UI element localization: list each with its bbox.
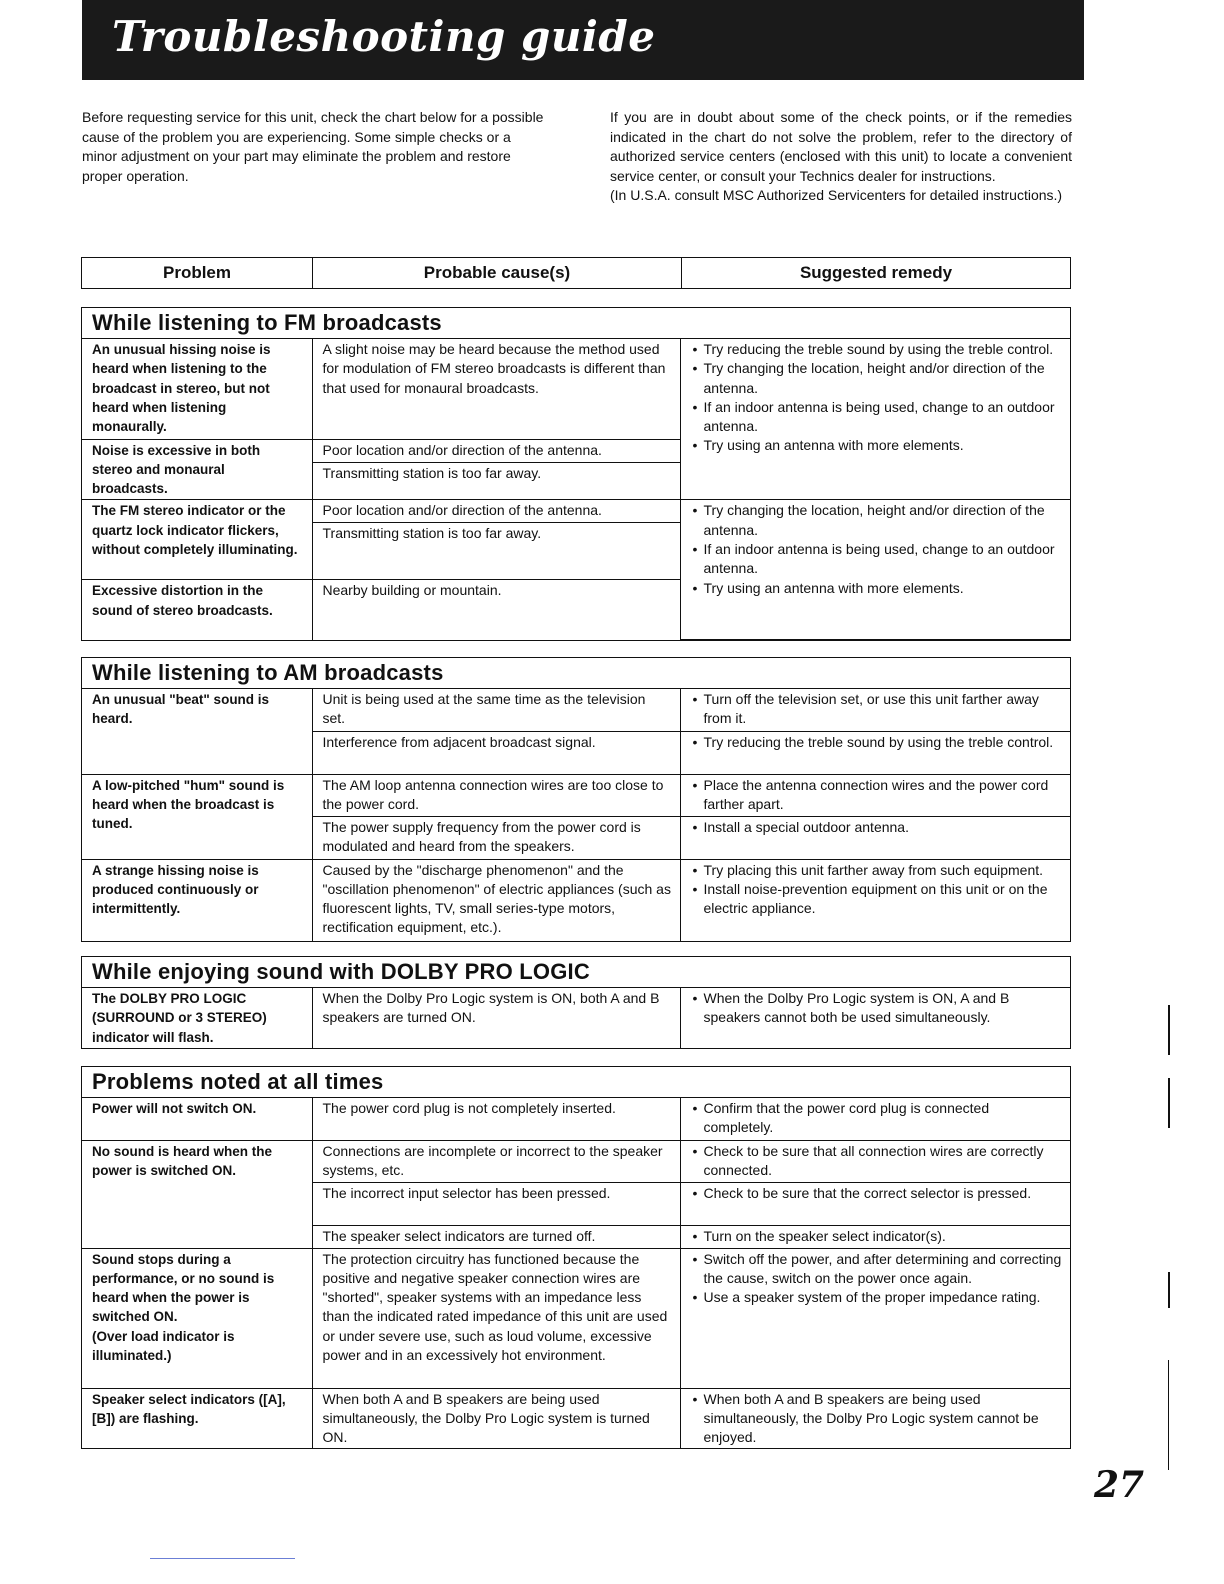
remedy-cell xyxy=(680,500,1070,640)
column-header-row xyxy=(81,257,1071,289)
problem-cell: An unusual hissing noise is heard when listening to the broadcast in stereo, but not heard when listening monaurally. xyxy=(82,339,312,439)
remedy-item: • If an indoor antenna is being used, change to an outdoor antenna. xyxy=(691,540,1063,579)
remedy-list xyxy=(691,1142,1063,1181)
remedy-item: • Switch off the power, and after determining and correcting the cause, switch on the power once again. xyxy=(691,1250,1063,1289)
remedy-cell xyxy=(680,1140,1070,1182)
problem-cell: A low-pitched "hum" sound is heard when the broadcast is tuned. xyxy=(82,774,312,859)
bottom-rule xyxy=(150,1558,295,1559)
problem-text: Sound stops during a performance, or no sound is heard when the power is switched ON. xyxy=(92,1251,275,1325)
remedy-cell xyxy=(680,1225,1070,1248)
cause-cell: Transmitting station is too far away. xyxy=(312,523,680,580)
am-table xyxy=(82,689,1070,941)
table-row xyxy=(82,1388,1070,1448)
remedy-cell xyxy=(680,816,1070,859)
section-am xyxy=(81,657,1071,942)
remedy-item: • Try using an antenna with more elements. xyxy=(691,579,1063,598)
table-row xyxy=(82,1248,1070,1388)
remedy-list xyxy=(691,733,1063,752)
page-number: 27 xyxy=(1094,1464,1145,1506)
margin-mark xyxy=(1168,1272,1170,1308)
remedy-item: • Confirm that the power cord plug is connected completely. xyxy=(691,1099,1063,1138)
margin-mark xyxy=(1168,1360,1169,1470)
remedy-list xyxy=(691,1227,1063,1246)
problem-cell: Excessive distortion in the sound of stereo broadcasts. xyxy=(82,580,312,640)
remedy-cell xyxy=(680,774,1070,816)
intro-right-note: (In U.S.A. consult MSC Authorized Servicenters for detailed instructions.) xyxy=(610,187,1063,203)
cause-cell: When the Dolby Pro Logic system is ON, both A and B speakers are turned ON. xyxy=(312,988,680,1048)
header-cause: Probable cause(s) xyxy=(313,258,682,288)
table-row xyxy=(82,500,1070,523)
cause-cell: The incorrect input selector has been pressed. xyxy=(312,1182,680,1225)
section-always xyxy=(81,1066,1071,1449)
table-row xyxy=(82,774,1070,816)
remedy-cell xyxy=(680,731,1070,774)
remedy-item: • When the Dolby Pro Logic system is ON, A and B speakers cannot both be used simultaneously. xyxy=(691,989,1063,1028)
remedy-item: • Try changing the location, height and/or direction of the antenna. xyxy=(691,359,1063,398)
section-dolby xyxy=(81,956,1071,1049)
cause-cell: Connections are incomplete or incorrect to the speaker systems, etc. xyxy=(312,1140,680,1182)
remedy-list xyxy=(691,1184,1063,1203)
remedy-item: • Turn on the speaker select indicator(s). xyxy=(691,1227,1063,1246)
table-row xyxy=(82,689,1070,731)
cause-cell: Poor location and/or direction of the antenna. xyxy=(312,439,680,462)
cause-cell: When both A and B speakers are being used simultaneously, the Dolby Pro Logic system is turned ON. xyxy=(312,1388,680,1448)
fm-table xyxy=(82,339,1070,640)
cause-cell: Nearby building or mountain. xyxy=(312,580,680,640)
section-fm xyxy=(81,307,1071,641)
remedy-list xyxy=(691,501,1063,597)
margin-mark xyxy=(1168,1005,1170,1055)
problem-cell: Power will not switch ON. xyxy=(82,1098,312,1140)
remedy-list xyxy=(691,1250,1063,1308)
remedy-list xyxy=(691,818,1063,837)
cause-cell: Poor location and/or direction of the antenna. xyxy=(312,500,680,523)
always-table xyxy=(82,1098,1070,1448)
problem-cell: An unusual "beat" sound is heard. xyxy=(82,689,312,774)
cause-cell: Caused by the "discharge phenomenon" and the "oscillation phenomenon" of electric appliances (such as fluorescent lights, TV, small series-type motors, rectification equipment, etc.). xyxy=(312,859,680,941)
section-title-am: While listening to AM broadcasts xyxy=(82,658,1070,689)
remedy-list xyxy=(691,340,1063,456)
remedy-list xyxy=(691,1099,1063,1138)
remedy-item: • Install a special outdoor antenna. xyxy=(691,818,1063,837)
remedy-cell xyxy=(680,1098,1070,1140)
remedy-item: • Try reducing the treble sound by using the treble control. xyxy=(691,340,1063,359)
cause-cell: The power cord plug is not completely inserted. xyxy=(312,1098,680,1140)
problem-note: (Over load indicator is illuminated.) xyxy=(92,1328,235,1363)
remedy-item: • Install noise-prevention equipment on this unit or on the electric appliance. xyxy=(691,880,1063,919)
remedy-item: • When both A and B speakers are being used simultaneously, the Dolby Pro Logic system cannot be enjoyed. xyxy=(691,1390,1063,1448)
cause-cell: A slight noise may be heard because the method used for modulation of FM stereo broadcasts is different than that used for monaural broadcasts. xyxy=(312,339,680,439)
remedy-item: • If an indoor antenna is being used, change to an outdoor antenna. xyxy=(691,398,1063,437)
remedy-list xyxy=(691,1390,1063,1448)
remedy-list xyxy=(691,861,1063,919)
problem-cell: The DOLBY PRO LOGIC (SURROUND or 3 STEREO) indicator will flash. xyxy=(82,988,312,1048)
remedy-cell xyxy=(680,339,1070,500)
remedy-item: • Turn off the television set, or use this unit farther away from it. xyxy=(691,690,1063,729)
problem-cell xyxy=(82,1248,312,1388)
problem-cell: Noise is excessive in both stereo and monaural broadcasts. xyxy=(82,439,312,500)
remedy-list xyxy=(691,776,1063,815)
remedy-item: • Try using an antenna with more elements. xyxy=(691,436,1063,455)
remedy-item: • Use a speaker system of the proper impedance rating. xyxy=(691,1288,1063,1307)
table-row xyxy=(82,988,1070,1048)
cause-cell: Transmitting station is too far away. xyxy=(312,462,680,500)
remedy-item: • Check to be sure that the correct selector is pressed. xyxy=(691,1184,1063,1203)
dolby-table xyxy=(82,988,1070,1048)
section-title-fm: While listening to FM broadcasts xyxy=(82,308,1070,339)
remedy-cell xyxy=(680,1248,1070,1388)
cause-cell: The speaker select indicators are turned off. xyxy=(312,1225,680,1248)
section-title-dolby: While enjoying sound with DOLBY PRO LOGIC xyxy=(82,957,1070,988)
problem-cell: Speaker select indicators ([A], [B]) are flashing. xyxy=(82,1388,312,1448)
intro-right xyxy=(610,108,1072,206)
remedy-list xyxy=(691,989,1063,1028)
page-title: Troubleshooting guide xyxy=(112,12,656,61)
remedy-item: • Place the antenna connection wires and the power cord farther apart. xyxy=(691,776,1063,815)
remedy-list xyxy=(691,690,1063,729)
table-row xyxy=(82,859,1070,941)
intro-right-text: If you are in doubt about some of the check points, or if the remedies indicated in the chart do not solve the problem, refer to the directory of authorized service centers (enclosed with this unit) to locate a convenient service center, or consult your Technics dealer for instructions. xyxy=(610,109,1072,184)
cause-cell: Unit is being used at the same time as the television set. xyxy=(312,689,680,731)
margin-mark xyxy=(1168,1078,1170,1128)
cause-cell: The power supply frequency from the power cord is modulated and heard from the speakers. xyxy=(312,816,680,859)
table-row xyxy=(82,1098,1070,1140)
remedy-cell xyxy=(680,859,1070,941)
header-remedy: Suggested remedy xyxy=(799,263,953,282)
remedy-cell xyxy=(680,689,1070,731)
intro-left xyxy=(82,108,547,186)
table-row xyxy=(82,1140,1070,1182)
cause-cell: The protection circuitry has functioned because the positive and negative speaker connection wires are "shorted", speaker systems with an impedance less than the indicated rated impedance of this unit are used or under severe use, such as loud volume, excessive power and in an excessively hot environment. xyxy=(312,1248,680,1388)
problem-cell: A strange hissing noise is produced continuously or intermittently. xyxy=(82,859,312,941)
remedy-cell xyxy=(680,1182,1070,1225)
remedy-cell xyxy=(680,1388,1070,1448)
section-title-always: Problems noted at all times xyxy=(82,1067,1070,1098)
remedy-item: • Try changing the location, height and/or direction of the antenna. xyxy=(691,501,1063,540)
title-banner xyxy=(82,0,1084,80)
remedy-item: • Check to be sure that all connection wires are correctly connected. xyxy=(691,1142,1063,1181)
problem-cell: The FM stereo indicator or the quartz lock indicator flickers, without completely illuminating. xyxy=(82,500,312,580)
problem-cell: No sound is heard when the power is switched ON. xyxy=(82,1140,312,1248)
cause-cell: Interference from adjacent broadcast signal. xyxy=(312,731,680,774)
table-row xyxy=(82,339,1070,439)
cause-cell: The AM loop antenna connection wires are too close to the power cord. xyxy=(312,774,680,816)
remedy-item: • Try placing this unit farther away from such equipment. xyxy=(691,861,1063,880)
remedy-item: • Try reducing the treble sound by using the treble control. xyxy=(691,733,1063,752)
remedy-cell xyxy=(680,988,1070,1048)
intro-left-text: Before requesting service for this unit, check the chart below for a possible cause of the problem you are experiencing. Some simple checks or a minor adjustment on your part may eliminate the problem and restore proper operation. xyxy=(82,109,544,184)
header-problem: Problem xyxy=(82,258,313,288)
